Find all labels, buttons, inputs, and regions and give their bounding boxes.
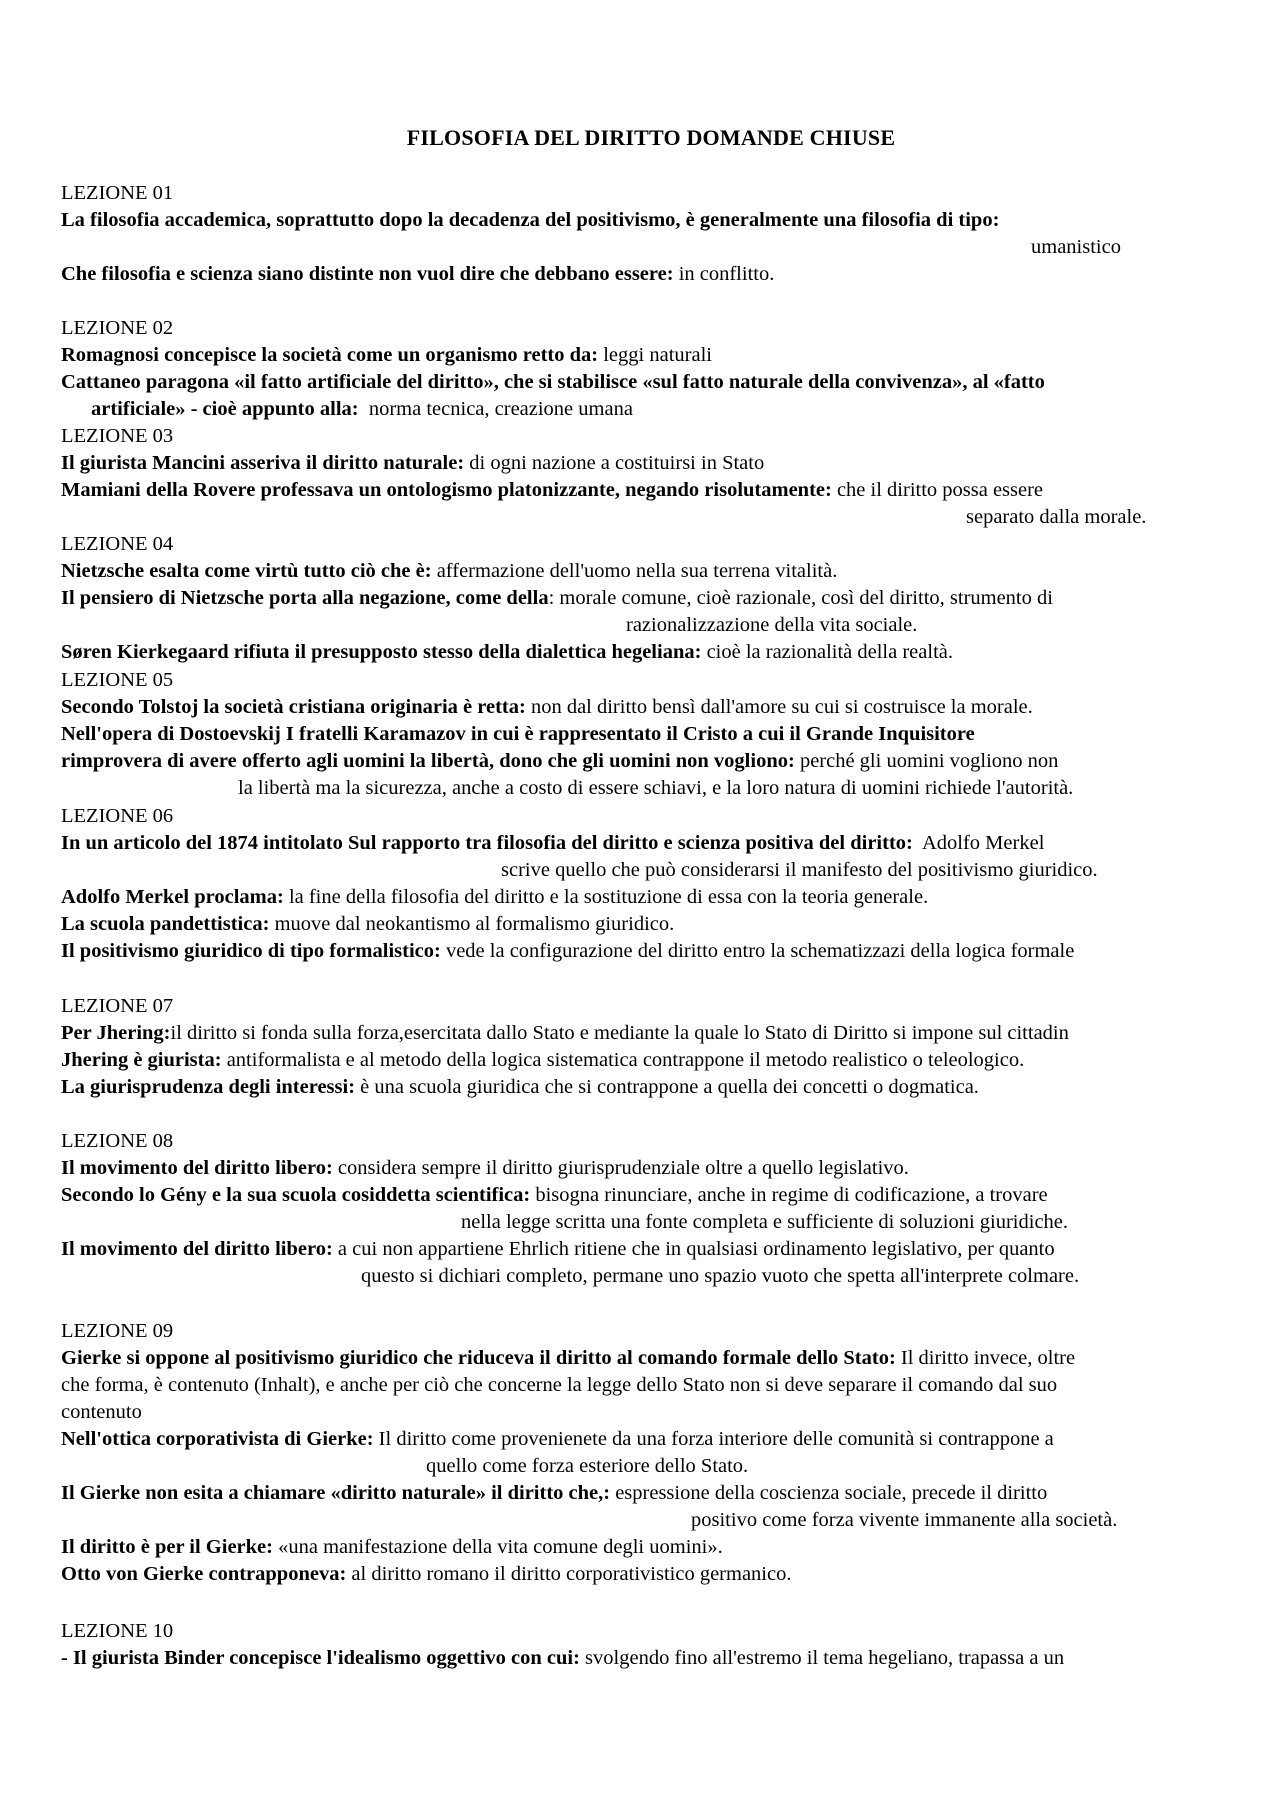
- answer: che il diritto possa essere: [836, 479, 1044, 501]
- lesson-08: [61, 1128, 1241, 1290]
- answer: svolgendo fino all'estremo il tema hegeliano, trapassa a un: [585, 1647, 1065, 1669]
- question: Søren Kierkegaard rifiuta il presupposto stesso della dialettica hegeliana:: [61, 641, 702, 663]
- lesson-heading: LEZIONE 01: [61, 182, 174, 204]
- lesson-heading: LEZIONE 09: [61, 1320, 174, 1342]
- lesson-09: [61, 1318, 1241, 1588]
- answer: cioè la razionalità della realtà.: [706, 641, 953, 663]
- answer: non dal diritto bensì dall'amore su cui si costruisce la morale.: [530, 696, 1033, 718]
- question: Il Gierke non esita a chiamare «diritto naturale» il diritto che,:: [61, 1482, 611, 1504]
- question: rimprovera di avere offerto agli uomini la libertà, dono che gli uomini non vogliono:: [61, 750, 795, 772]
- question: Il movimento del diritto libero:: [61, 1157, 333, 1179]
- answer: «una manifestazione della vita comune degli uomini».: [278, 1536, 723, 1558]
- lesson-heading: LEZIONE 07: [61, 995, 174, 1017]
- answer: leggi naturali: [603, 344, 712, 366]
- answer: razionalizzazione della vita sociale.: [626, 614, 918, 636]
- answer: contenuto: [61, 1401, 142, 1423]
- question: Adolfo Merkel proclama:: [61, 886, 284, 908]
- question: La giurisprudenza degli interessi:: [61, 1076, 356, 1098]
- answer: : morale comune, cioè razionale, così del diritto, strumento di: [548, 587, 1053, 609]
- question: Nietzsche esalta come virtù tutto ciò che è:: [61, 560, 432, 582]
- question: Otto von Gierke contrapponeva:: [61, 1563, 347, 1585]
- answer: norma tecnica, creazione umana: [368, 398, 633, 420]
- answer: Il diritto come provenienete da una forza interiore delle comunità si contrappone a: [378, 1428, 1054, 1450]
- answer: a cui non appartiene Ehrlich ritiene che in qualsiasi ordinamento legislativo, per quanto: [337, 1238, 1055, 1260]
- lesson-02: [61, 315, 1241, 423]
- lesson-07: [61, 993, 1241, 1101]
- question: Secondo Tolstoj la società cristiana originaria è retta:: [61, 696, 526, 718]
- lesson-04: [61, 531, 1241, 666]
- question: Il positivismo giuridico di tipo formalistico:: [61, 940, 441, 962]
- question: Che filosofia e scienza siano distinte non vuol dire che debbano essere:: [61, 263, 674, 285]
- lesson-10: [61, 1618, 1241, 1672]
- answer: affermazione dell'uomo nella sua terrena vitalità.: [436, 560, 838, 582]
- question: Cattaneo paragona «il fatto artificiale del diritto», che si stabilisce «sul fatto naturale della convivenza», al «fatto: [61, 371, 1045, 393]
- lesson-heading: LEZIONE 06: [61, 805, 174, 827]
- lesson-heading: LEZIONE 05: [61, 669, 174, 691]
- answer: che forma, è contenuto (Inhalt), e anche per ciò che concerne la legge dello Stato non si deve separare il comando dal suo: [61, 1374, 1058, 1396]
- answer: la fine della filosofia del diritto e la sostituzione di essa con la teoria generale.: [288, 886, 929, 908]
- lesson-heading: LEZIONE 04: [61, 533, 174, 555]
- lesson-heading: LEZIONE 02: [61, 317, 174, 339]
- lesson-05: [61, 667, 1241, 802]
- answer: nella legge scritta una fonte completa e sufficiente di soluzioni giuridiche.: [461, 1211, 1069, 1233]
- answer: muove dal neokantismo al formalismo giuridico.: [274, 913, 675, 935]
- question: La scuola pandettistica:: [61, 913, 270, 935]
- lesson-heading: LEZIONE 10: [61, 1620, 174, 1642]
- question: Jhering è giurista:: [61, 1049, 222, 1071]
- question: Gierke si oppone al positivismo giuridico che riduceva il diritto al comando formale dello Stato:: [61, 1347, 896, 1369]
- question: Nell'opera di Dostoevskij I fratelli Karamazov in cui è rappresentato il Cristo a cui il Grande Inquisitore: [61, 723, 975, 745]
- answer: positivo come forza vivente immanente alla società.: [691, 1509, 1118, 1531]
- question: La filosofia accademica, soprattutto dopo la decadenza del positivismo, è generalmente una filosofia di tipo:: [61, 209, 1000, 231]
- question: Il diritto è per il Gierke:: [61, 1536, 273, 1558]
- question: Per Jhering:: [61, 1022, 171, 1044]
- answer: è una scuola giuridica che si contrappone a quella dei concetti o dogmatica.: [360, 1076, 979, 1098]
- answer: scrive quello che può considerarsi il manifesto del positivismo giuridico.: [501, 859, 1098, 881]
- answer: espressione della coscienza sociale, precede il diritto: [615, 1482, 1048, 1504]
- question: artificiale» - cioè appunto alla:: [91, 398, 359, 420]
- answer: in conflitto.: [678, 263, 775, 285]
- lesson-06: [61, 803, 1241, 965]
- question: Romagnosi concepisce la società come un organismo retto da:: [61, 344, 599, 366]
- answer: quello come forza esteriore dello Stato.: [426, 1455, 749, 1477]
- answer: al diritto romano il diritto corporativistico germanico.: [351, 1563, 792, 1585]
- lesson-heading: LEZIONE 08: [61, 1130, 174, 1152]
- answer: la libertà ma la sicurezza, anche a costo di essere schiavi, e la loro natura di uomini richiede l'autorità.: [238, 777, 1074, 799]
- question: Mamiani della Rovere professava un ontologismo platonizzante, negando risolutamente:: [61, 479, 832, 501]
- question: Il movimento del diritto libero:: [61, 1238, 333, 1260]
- lesson-heading: LEZIONE 03: [61, 425, 174, 447]
- answer: Il diritto invece, oltre: [900, 1347, 1076, 1369]
- answer: perché gli uomini vogliono non: [799, 750, 1059, 772]
- answer: considera sempre il diritto giurisprudenziale oltre a quello legislativo.: [337, 1157, 909, 1179]
- question: Il pensiero di Nietzsche porta alla negazione, come della: [61, 587, 549, 609]
- question: In un articolo del 1874 intitolato Sul rapporto tra filosofia del diritto e scienza positiva del diritto:: [61, 832, 913, 854]
- question: Il giurista Mancini asseriva il diritto naturale:: [61, 452, 465, 474]
- document-title: FILOSOFIA DEL DIRITTO DOMANDE CHIUSE: [406, 125, 896, 150]
- question: Nell'ottica corporativista di Gierke:: [61, 1428, 374, 1450]
- answer: questo si dichiari completo, permane uno spazio vuoto che spetta all'interprete colmare.: [361, 1265, 1080, 1287]
- question: - Il giurista Binder concepisce l'idealismo oggettivo con cui:: [61, 1647, 580, 1669]
- answer: vede la configurazione del diritto entro la schematizzazi della logica formale: [445, 940, 1075, 962]
- answer: separato dalla morale.: [966, 506, 1147, 528]
- lesson-03: [61, 423, 1241, 531]
- lesson-01: [61, 180, 1241, 288]
- answer: Adolfo Merkel: [921, 832, 1045, 854]
- answer: antiformalista e al metodo della logica sistematica contrappone il metodo realistico o teleologico.: [226, 1049, 1025, 1071]
- answer: bisogna rinunciare, anche in regime di codificazione, a trovare: [535, 1184, 1048, 1206]
- answer: umanistico: [1031, 236, 1121, 258]
- question: Secondo lo Gény e la sua scuola cosiddetta scientifica:: [61, 1184, 531, 1206]
- answer: il diritto si fonda sulla forza,esercitata dallo Stato e mediante la quale lo Stato di Diritto si impone sul cittadin: [170, 1022, 1069, 1044]
- answer: di ogni nazione a costituirsi in Stato: [469, 452, 765, 474]
